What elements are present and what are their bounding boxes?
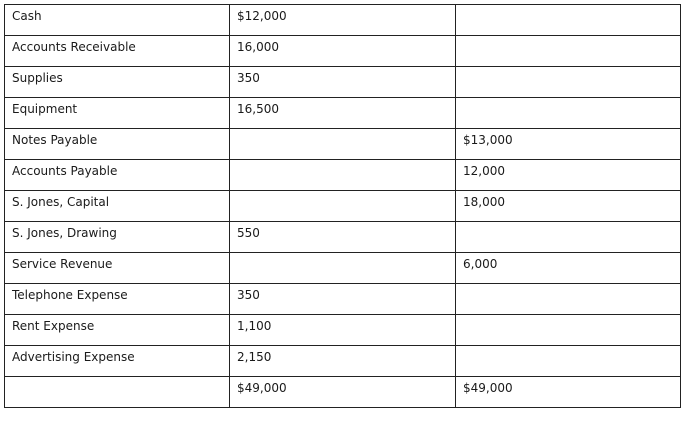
- credit-amount: [463, 315, 673, 316]
- debit-cell: [230, 284, 456, 315]
- account-cell: [5, 191, 230, 222]
- account-cell: [5, 98, 230, 129]
- table-row: [5, 346, 681, 377]
- table-row: [5, 160, 681, 191]
- account-name: S. Jones, Drawing: [12, 226, 117, 240]
- debit-amount: $12,000: [237, 9, 287, 23]
- table-row: [5, 36, 681, 67]
- credit-cell: [456, 253, 681, 284]
- credit-amount: $13,000: [463, 133, 513, 147]
- credit-amount: 18,000: [463, 195, 505, 209]
- credit-total: $49,000: [463, 381, 513, 395]
- account-cell: [5, 222, 230, 253]
- account-name: Telephone Expense: [12, 288, 128, 302]
- account-name: Service Revenue: [12, 257, 113, 271]
- credit-cell: [456, 191, 681, 222]
- debit-amount: [237, 160, 448, 161]
- debit-amount: [237, 129, 448, 130]
- totals-row: [5, 377, 681, 408]
- debit-total-cell: [230, 377, 456, 408]
- debit-amount: [237, 191, 448, 192]
- trial-balance-body: [5, 5, 681, 408]
- totals-label: [12, 377, 222, 378]
- credit-cell: [456, 67, 681, 98]
- account-name: Notes Payable: [12, 133, 98, 147]
- table-row: [5, 222, 681, 253]
- table-row: [5, 191, 681, 222]
- table-row: [5, 5, 681, 36]
- account-name: S. Jones, Capital: [12, 195, 110, 209]
- debit-amount: 550: [237, 226, 260, 240]
- account-cell: [5, 129, 230, 160]
- debit-amount: 350: [237, 71, 260, 85]
- debit-cell: [230, 5, 456, 36]
- account-name: Rent Expense: [12, 319, 95, 333]
- debit-amount: 16,000: [237, 40, 279, 54]
- credit-amount: [463, 284, 673, 285]
- credit-amount: [463, 67, 673, 68]
- trial-balance-table: [4, 4, 681, 408]
- debit-total: $49,000: [237, 381, 287, 395]
- credit-amount: [463, 36, 673, 37]
- account-name: Cash: [12, 9, 42, 23]
- account-name: Supplies: [12, 71, 63, 85]
- totals-label-cell: [5, 377, 230, 408]
- account-name: Accounts Receivable: [12, 40, 136, 54]
- credit-cell: [456, 98, 681, 129]
- credit-cell: [456, 315, 681, 346]
- debit-cell: [230, 129, 456, 160]
- credit-amount: [463, 222, 673, 223]
- credit-cell: [456, 284, 681, 315]
- account-cell: [5, 346, 230, 377]
- debit-cell: [230, 98, 456, 129]
- credit-cell: [456, 346, 681, 377]
- credit-cell: [456, 129, 681, 160]
- account-cell: [5, 36, 230, 67]
- debit-cell: [230, 315, 456, 346]
- debit-cell: [230, 36, 456, 67]
- account-cell: [5, 253, 230, 284]
- table-row: [5, 129, 681, 160]
- credit-cell: [456, 222, 681, 253]
- table-row: [5, 315, 681, 346]
- debit-amount: 2,150: [237, 350, 272, 364]
- credit-amount: [463, 5, 673, 6]
- account-name: Accounts Payable: [12, 164, 118, 178]
- debit-amount: 16,500: [237, 102, 279, 116]
- credit-total-cell: [456, 377, 681, 408]
- debit-amount: 1,100: [237, 319, 272, 333]
- credit-amount: [463, 98, 673, 99]
- credit-amount: 6,000: [463, 257, 498, 271]
- credit-cell: [456, 36, 681, 67]
- debit-cell: [230, 67, 456, 98]
- table-row: [5, 253, 681, 284]
- account-cell: [5, 67, 230, 98]
- account-cell: [5, 5, 230, 36]
- debit-amount: [237, 253, 448, 254]
- debit-amount: 350: [237, 288, 260, 302]
- debit-cell: [230, 222, 456, 253]
- credit-amount: 12,000: [463, 164, 505, 178]
- table-row: [5, 67, 681, 98]
- table-row: [5, 98, 681, 129]
- debit-cell: [230, 253, 456, 284]
- debit-cell: [230, 346, 456, 377]
- account-name: Advertising Expense: [12, 350, 135, 364]
- credit-cell: [456, 160, 681, 191]
- account-cell: [5, 284, 230, 315]
- debit-cell: [230, 160, 456, 191]
- account-cell: [5, 160, 230, 191]
- debit-cell: [230, 191, 456, 222]
- table-row: [5, 284, 681, 315]
- account-cell: [5, 315, 230, 346]
- credit-amount: [463, 346, 673, 347]
- credit-cell: [456, 5, 681, 36]
- account-name: Equipment: [12, 102, 78, 116]
